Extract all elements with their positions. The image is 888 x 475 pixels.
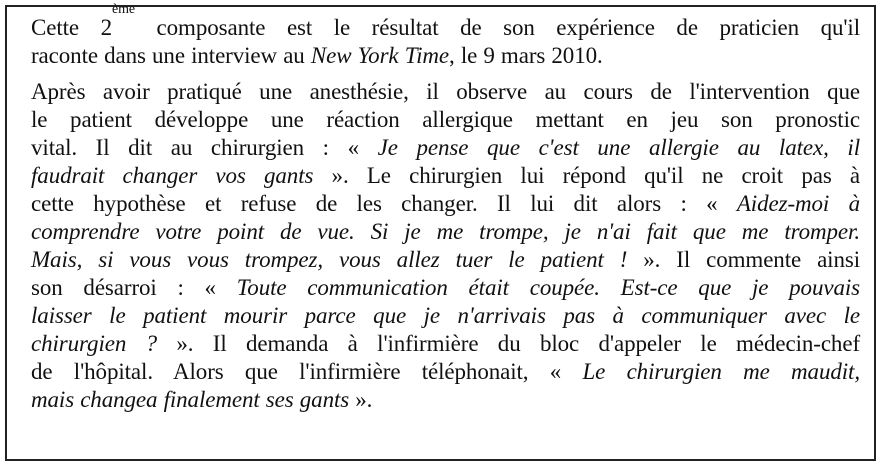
text-line: Après avoir pratiqué une anesthésie, il observe au cours de l'intervention que — [31, 79, 860, 104]
text-line — [31, 246, 860, 274]
superscript: ème — [111, 2, 136, 17]
quote-text: Toute communication était coupée. Est-ce que je pouvais — [236, 275, 860, 300]
text-run: vital. Il dit au chirurgien : « — [31, 135, 378, 160]
paragraph-story — [31, 78, 860, 414]
text-run: cette hypothèse et refuse de les changer. Il lui dit alors : « — [31, 191, 737, 216]
text-run: de l'hôpital. Alors que l'infirmière téléphonait, « — [31, 359, 583, 384]
text-run: son désarroi : « — [31, 275, 237, 300]
quote-text: Mais, si vous vous trompez, vous allez tuer le patient ! — [31, 247, 628, 272]
text-box — [5, 2, 876, 461]
quote-text: laisser le patient mourir parce que je n'arrivais pas à communiquer avec le — [31, 303, 860, 328]
quote-text: Je pense que c'est une allergie au latex, il — [377, 135, 860, 160]
text-line — [31, 302, 860, 330]
text-line — [31, 134, 860, 162]
text-line — [31, 274, 860, 302]
text-run: ». Il commente ainsi — [627, 247, 861, 272]
quote-text: faudrait changer vos gants — [31, 163, 314, 188]
text-line — [31, 358, 860, 386]
paragraph-intro — [31, 2, 860, 70]
quote-text: Le chirurgien me maudit, — [582, 359, 860, 384]
quote-text: chirurgien ? — [31, 331, 158, 356]
text-line — [31, 190, 860, 218]
text-run: , le 9 mars 2010. — [449, 43, 603, 68]
text-run: raconte dans une interview au — [31, 43, 311, 68]
text-run: composante est le résultat de son expérience de praticien qu'il — [135, 15, 860, 40]
text-line — [31, 330, 860, 358]
quote-text: comprendre votre point de vue. Si je me trompe, je n'ai fait que me tromper. — [31, 219, 860, 244]
quote-text: Aidez-moi à — [736, 191, 860, 216]
quote-text: mais changea finalement ses gants — [31, 387, 350, 412]
text-run: ». — [349, 387, 373, 412]
text-run: ». Le chirurgien lui répond qu'il ne croit pas à — [313, 163, 860, 188]
text-line — [31, 42, 860, 70]
text-line: le patient développe une réaction allergique mettant en jeu son pronostic — [31, 107, 860, 132]
text-line — [31, 218, 860, 246]
text-line — [31, 2, 860, 42]
text-line — [31, 162, 860, 190]
text-line — [31, 386, 860, 414]
text-run: ». Il demanda à l'infirmière du bloc d'appeler le médecin-chef — [157, 331, 861, 356]
text-run: Cette 2 — [31, 15, 112, 40]
newspaper-title: New York Time — [310, 43, 450, 68]
